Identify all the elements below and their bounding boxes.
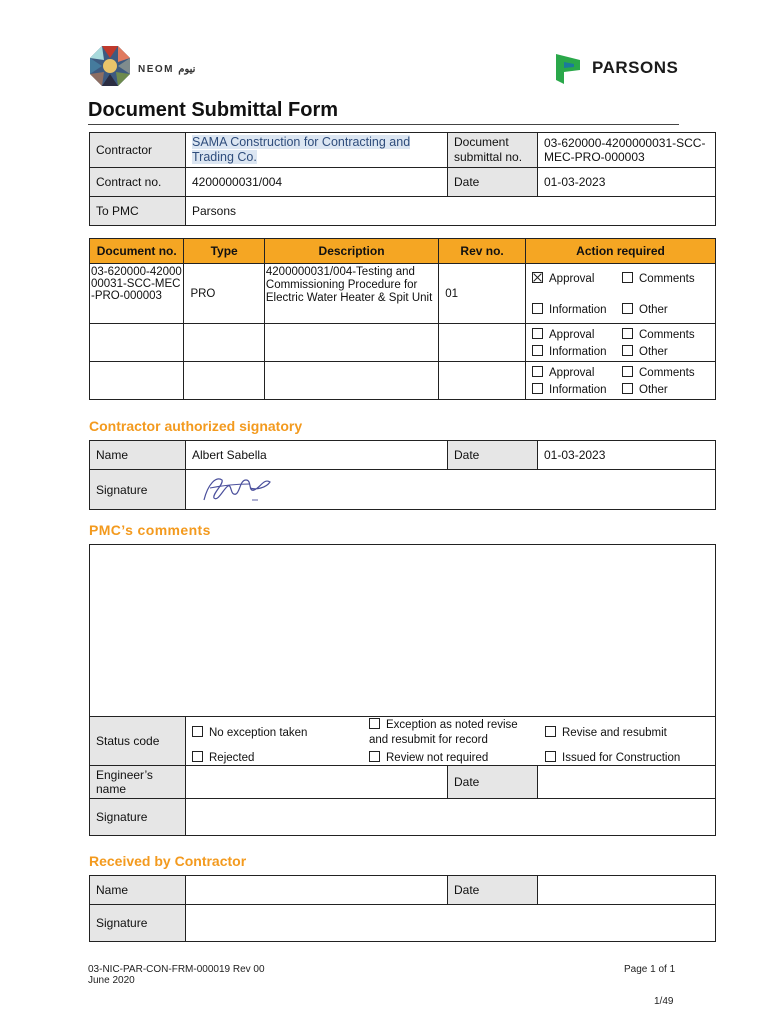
status-options-cell bbox=[186, 717, 716, 766]
contractor-value: SAMA Construction for Contracting and Trading Co. bbox=[192, 135, 411, 164]
action-approval-option[interactable]: Approval bbox=[532, 272, 622, 285]
status-issued-construction-option[interactable]: Issued for Construction bbox=[545, 751, 680, 766]
description-cell[interactable] bbox=[264, 324, 438, 362]
action-information-option[interactable]: Information bbox=[532, 303, 622, 316]
footer-form-code: 03-NIC-PAR-CON-FRM-000019 Rev 00 bbox=[88, 964, 265, 975]
table-row bbox=[90, 441, 716, 470]
doc-no-cell[interactable] bbox=[90, 362, 184, 400]
contractor-value-cell[interactable] bbox=[186, 133, 448, 168]
table-row bbox=[90, 133, 716, 168]
engineer-name-label: Engineer’s name bbox=[90, 766, 186, 799]
signature-label: Signature bbox=[90, 905, 186, 942]
checkbox-icon[interactable] bbox=[545, 751, 556, 762]
parsons-logo bbox=[554, 52, 714, 86]
date-field[interactable] bbox=[538, 766, 716, 799]
parsons-mark-icon bbox=[554, 52, 582, 86]
checkbox-icon[interactable] bbox=[192, 726, 203, 737]
checkbox-icon[interactable] bbox=[622, 345, 633, 356]
col-header-type: Type bbox=[184, 239, 264, 264]
doc-no-cell[interactable]: 03-620000-4200000031-SCC-MEC-PRO-000003 bbox=[90, 264, 184, 324]
type-cell[interactable]: PRO bbox=[184, 264, 264, 324]
action-cell bbox=[526, 264, 716, 324]
name-label: Name bbox=[90, 876, 186, 905]
engineer-name-field[interactable] bbox=[186, 766, 448, 799]
table-row bbox=[90, 766, 716, 799]
checkbox-icon[interactable] bbox=[532, 366, 543, 377]
contractor-label: Contractor bbox=[90, 133, 186, 168]
name-value[interactable]: Albert Sabella bbox=[186, 441, 448, 470]
neom-logo bbox=[88, 44, 220, 88]
action-information-option[interactable]: Information bbox=[532, 345, 622, 358]
status-revise-resubmit-option[interactable]: Revise and resubmit bbox=[545, 726, 667, 741]
type-cell[interactable] bbox=[184, 324, 264, 362]
signature-field[interactable] bbox=[186, 905, 716, 942]
date-label: Date bbox=[448, 876, 538, 905]
table-row bbox=[90, 799, 716, 836]
page-number: 1/49 bbox=[654, 996, 674, 1007]
checkbox-icon[interactable] bbox=[622, 366, 633, 377]
to-pmc-value[interactable]: Parsons bbox=[186, 197, 716, 226]
checkbox-icon[interactable] bbox=[622, 303, 633, 314]
parsons-wordmark: PARSONS bbox=[592, 58, 679, 77]
contract-no-value[interactable]: 4200000031/004 bbox=[186, 168, 448, 197]
checkbox-icon[interactable] bbox=[532, 303, 543, 314]
status-review-not-required-option[interactable]: Review not required bbox=[369, 751, 488, 766]
pmc-comments-box[interactable] bbox=[90, 545, 716, 717]
action-comments-option[interactable]: Comments bbox=[622, 328, 712, 341]
checkbox-icon[interactable] bbox=[622, 328, 633, 339]
signatory-table bbox=[89, 440, 716, 510]
footer-form-date: June 2020 bbox=[88, 975, 135, 986]
doc-no-cell[interactable] bbox=[90, 324, 184, 362]
section-title-received: Received by Contractor bbox=[89, 853, 247, 869]
name-field[interactable] bbox=[186, 876, 448, 905]
checkbox-icon[interactable] bbox=[369, 751, 380, 762]
rev-cell[interactable] bbox=[439, 362, 526, 400]
neom-wordmark: NEOM نيوم bbox=[138, 64, 196, 75]
table-row bbox=[90, 362, 716, 400]
neom-mark-icon bbox=[88, 44, 132, 88]
type-cell[interactable] bbox=[184, 362, 264, 400]
handwritten-signature-icon bbox=[194, 470, 274, 506]
page-title: Document Submittal Form bbox=[88, 99, 339, 121]
action-information-option[interactable]: Information bbox=[532, 383, 622, 396]
action-approval-option[interactable]: Approval bbox=[532, 366, 622, 379]
table-row bbox=[90, 168, 716, 197]
date-label: Date bbox=[448, 441, 538, 470]
action-approval-option[interactable]: Approval bbox=[532, 328, 622, 341]
col-header-doc-no: Document no. bbox=[90, 239, 184, 264]
status-no-exception-option[interactable]: No exception taken bbox=[192, 726, 307, 741]
contractor-info-table bbox=[89, 132, 716, 226]
description-cell[interactable] bbox=[264, 362, 438, 400]
action-other-option[interactable]: Other bbox=[622, 383, 712, 396]
pmc-comments-table bbox=[89, 544, 716, 836]
doc-submittal-value[interactable]: 03-620000-4200000031-SCC-MEC-PRO-000003 bbox=[538, 133, 716, 168]
status-exception-noted-option[interactable]: Exception as noted revise and resubmit for record bbox=[369, 719, 518, 746]
date-value[interactable]: 01-03-2023 bbox=[538, 441, 716, 470]
rev-cell[interactable]: 01 bbox=[439, 264, 526, 324]
checkbox-icon[interactable] bbox=[622, 272, 633, 283]
signature-field[interactable] bbox=[186, 470, 716, 510]
date-field[interactable] bbox=[538, 876, 716, 905]
to-pmc-label: To PMC bbox=[90, 197, 186, 226]
signature-label: Signature bbox=[90, 799, 186, 836]
checkbox-icon[interactable] bbox=[192, 751, 203, 762]
description-cell[interactable]: 4200000031/004-Testing and Commissioning Procedure for Electric Water Heater & Spit Unit bbox=[264, 264, 438, 324]
name-label: Name bbox=[90, 441, 186, 470]
action-other-option[interactable]: Other bbox=[622, 345, 712, 358]
doc-submittal-label: Document submittal no. bbox=[448, 133, 538, 168]
section-title-pmc-comments: PMC’s comments bbox=[89, 522, 211, 538]
checkbox-icon[interactable] bbox=[545, 726, 556, 737]
col-header-action: Action required bbox=[526, 239, 716, 264]
checkbox-icon[interactable] bbox=[369, 718, 380, 729]
signature-field[interactable] bbox=[186, 799, 716, 836]
documents-table bbox=[89, 238, 716, 400]
footer-form-info bbox=[88, 964, 265, 986]
col-header-rev: Rev no. bbox=[439, 239, 526, 264]
table-row bbox=[90, 905, 716, 942]
checkbox-icon[interactable] bbox=[532, 328, 543, 339]
checkbox-checked-icon[interactable] bbox=[532, 272, 543, 283]
checkbox-icon[interactable] bbox=[622, 383, 633, 394]
action-comments-option[interactable]: Comments bbox=[622, 366, 712, 379]
table-row bbox=[90, 876, 716, 905]
status-code-label: Status code bbox=[90, 717, 186, 766]
status-rejected-option[interactable]: Rejected bbox=[192, 751, 254, 766]
date-label: Date bbox=[448, 766, 538, 799]
action-other-option[interactable]: Other bbox=[622, 303, 712, 316]
checkbox-icon[interactable] bbox=[532, 345, 543, 356]
table-row bbox=[90, 324, 716, 362]
table-row bbox=[90, 470, 716, 510]
table-row bbox=[90, 717, 716, 766]
table-row bbox=[90, 264, 716, 324]
checkbox-icon[interactable] bbox=[532, 383, 543, 394]
col-header-description: Description bbox=[264, 239, 438, 264]
action-comments-option[interactable]: Comments bbox=[622, 272, 712, 285]
section-title-signatory: Contractor authorized signatory bbox=[89, 418, 303, 434]
received-table bbox=[89, 875, 716, 942]
action-cell bbox=[526, 324, 716, 362]
signature-label: Signature bbox=[90, 470, 186, 510]
title-divider bbox=[88, 124, 679, 125]
date-value[interactable]: 01-03-2023 bbox=[538, 168, 716, 197]
action-cell bbox=[526, 362, 716, 400]
table-row bbox=[90, 545, 716, 717]
rev-cell[interactable] bbox=[439, 324, 526, 362]
table-header-row bbox=[90, 239, 716, 264]
contract-no-label: Contract no. bbox=[90, 168, 186, 197]
date-label: Date bbox=[448, 168, 538, 197]
table-row bbox=[90, 197, 716, 226]
footer-page-of: Page 1 of 1 bbox=[624, 964, 676, 975]
